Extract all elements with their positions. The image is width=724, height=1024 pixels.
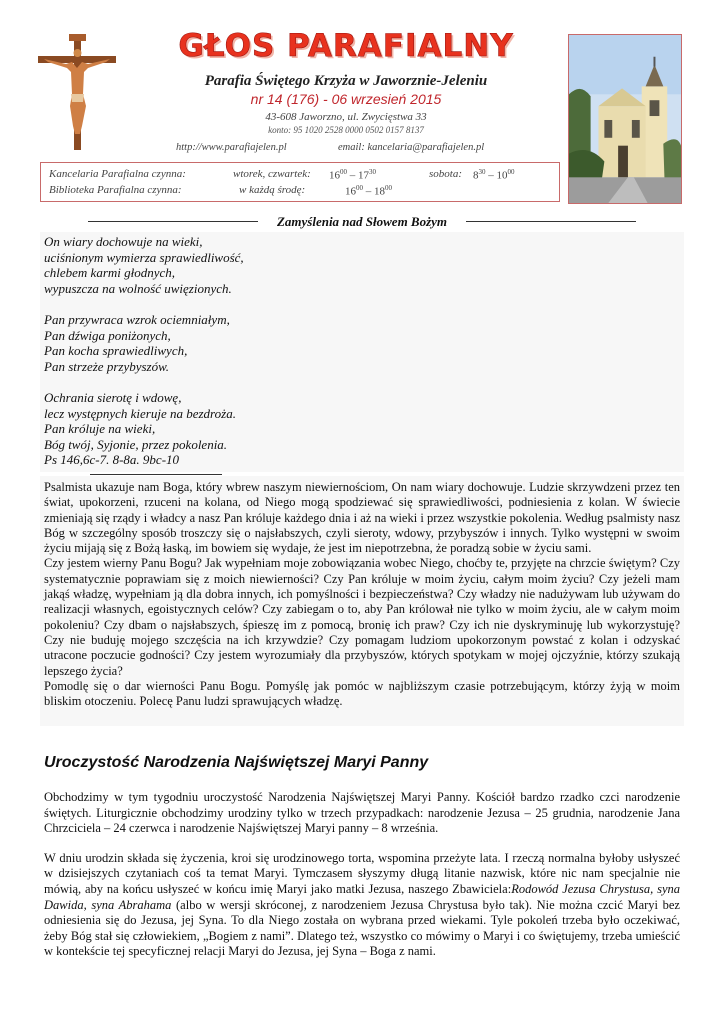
psalm-line: Pan przywraca wzrok ociemniałym, (44, 311, 230, 327)
psalm-line: Pan króluje na wieki, (44, 421, 156, 437)
library-hours-row (49, 184, 559, 200)
reflection-text (44, 480, 680, 709)
saturday-time: $8^{30} - 10^{00}$ (473, 168, 515, 182)
psalm-stanza (44, 312, 244, 374)
article-paragraph (44, 851, 680, 960)
psalm-line: uciśnionym wymierza sprawiedliwość, (44, 249, 244, 265)
crucifix-image (36, 34, 118, 152)
psalm-line: Pan kocha sprawiedliwych, (44, 343, 188, 359)
psalm-line: Pan strzeże przybyszów. (44, 358, 170, 374)
psalm-line: Pan dźwiga poniżonych, (44, 327, 171, 343)
saturday-label: sobota: (429, 168, 462, 180)
reflection-paragraph: Czy jestem wierny Panu Bogu? Jak wypełniam moje zobowiązania wobec Niego, choćby te, przyjęte na chrzcie świętym? Czy systematycznie poprawiam się z moich niewierności? Czy Pan króluje w moim życiu, całym moim życiu? Czy jeżeli mam jakąś władzę, wypełniam ją dla dobra innych, ich pomyślności i bezpieczeństwa? Czy władzy nie nadużywam lub używam do realizacji własnych, egoistycznych celów? Czy zabiegam o to, aby Pan królował nie tylko w moim życiu, ale w całym moim pokoleniu? Czy dbam o najsłabszych, śpieszę im z pomocą, bronię ich praw? Czy ich nie dyskryminuję lub wykorzystuję? Czy nie buduję mojego szczęścia na ich krzywdzie? Czy pomagam ludziom upokorzonym powstać z kolan i odzyskać utracone poczucie godności? Czy jestem wyrozumiały dla przybyszów, których spotykam w mojej ojczyźnie, którzy szukają lepszego życia? (44, 556, 680, 678)
heading-rule-right (466, 221, 636, 222)
website-link[interactable]: http://www.parafiajelen.pl (176, 142, 287, 153)
article-body (44, 790, 680, 974)
psalm-stanza (44, 390, 244, 468)
psalm-line: lecz występnych kieruje na bezdroża. (44, 405, 236, 421)
article-paragraph: Obchodzimy w tym tygodniu uroczystość Narodzenia Najświętszej Maryi Panny. Kościół bardzo rzadko czci narodzenie świętych. Liturgicznie obchodzimy urodziny tylko w trzech przypadkach: narodzenie Jezusa – 25 grudnia, narodzenie Jana Chrzciciela – 24 czerwca i narodzenie Najświętszej Maryi panny – 8 września. (44, 790, 680, 836)
office-time: $16^{00} - 17^{30}$ (329, 168, 376, 182)
psalm-stanza (44, 234, 244, 296)
heading-rule-left (88, 221, 258, 222)
parish-address: 43-608 Jaworzno, ul. Zwycięstwa 33 (265, 111, 427, 123)
article-quote: Rodowód Jezusa Chrystusa, syna Dawida, syna Abrahama (44, 881, 681, 912)
office-hours-row (49, 168, 559, 184)
parish-name: Parafia Świętego Krzyża w Jaworznie-Jeleniu (204, 73, 488, 89)
library-label: Biblioteka Parafialna czynna: (49, 184, 182, 196)
psalm-line: chlebem karmi głodnych, (44, 265, 176, 281)
church-photo (568, 34, 682, 204)
reflection-paragraph: Psalmista ukazuje nam Boga, który wbrew naszym niewiernościom, On nam wiary dochowuje. Ludzie skrzywdzeni przez ten świat, upokorzeni, rzuceni na kolana, od Niego mogą spodziewać się sprawiedliwości, podniesienia z kolan. W świecie zmieniają się rządy i władcy a nasz Pan króluje każdego dnia i aż na wieki i przez wszystkie pokolenia. Według psalmisty nasz Bóg w szczególny sposób troszczy się o najsłabszych, czyli sieroty, wdowy, przybyszów i innych. Tylko występni w swoim życiu mijają się z Bożą łaską, im bowiem się wydaje, że jest im niepotrzebna, że poradzą sobie w życiu sami. (44, 480, 680, 556)
psalm-line: Ochrania sierotę i wdowę, (44, 389, 182, 405)
section-heading-reflections (88, 213, 636, 229)
article-heading: Uroczystość Narodzenia Najświętszej Maryi Panny (44, 754, 429, 771)
bank-account: konto: 95 1020 2528 0000 0502 0157 8137 (268, 125, 424, 135)
psalm-divider (90, 474, 222, 475)
psalm-line: wypuszcza na wolność uwięzionych. (44, 280, 232, 296)
section-heading-label: Zamyślenia nad Słowem Bożym (271, 214, 453, 230)
issue-number: nr 14 (176) - 06 wrzesień 2015 (250, 91, 442, 107)
library-days: w każdą środę: (239, 184, 306, 196)
email-link[interactable]: email: kancelaria@parafiajelen.pl (338, 142, 485, 153)
psalm-line: Bóg twój, Syjonie, przez pokolenia. (44, 436, 228, 452)
reflection-paragraph: Pomodlę się o dar wierności Panu Bogu. Pomyślę jak pomóc w najbliższym czasie potrzebującym, którzy żyją w moim bliskim otoczeniu. Polecę Panu ludzi sprawujących władzę. (44, 678, 680, 709)
opening-hours-box (40, 162, 560, 202)
psalm-reference: Ps 146,6c-7. 8-8a. 9bc-10 (44, 452, 180, 468)
library-time: $16^{00} - 18^{00}$ (345, 184, 392, 198)
psalm-line: On wiary dochowuje na wieki, (44, 234, 203, 249)
article-text: W dniu urodzin składa się życzenia, kroi się urodzinowego torta, wspomina przeżyte lata. I rzeczą normalna byłoby usłyszeć w dzisiejszych czytaniach coś ta temat Maryi. Tymczasem słyszymy długą litanie nazwisk, które nic nam specjalnie nie mówią, aby na końcu usłyszeć w końcu imię Maryi jako matki Jezusa, naszego Zbawiciela: (44, 850, 680, 896)
office-label: Kancelaria Parafialna czynna: (49, 168, 186, 180)
psalm-text (44, 234, 244, 484)
article-text: (albo w wersji skróconej, z narodzeniem Jezusa Chrystusa było tak). Nie można czcić Maryi bez odniesienia się do Jezusa, jej Syna. To dla Niego została on wybrana przed wiekami. Tyle pokoleń trzeba było oczekiwać, żeby Bóg stał się człowiekiem, „Bogiem z nami”. Dlatego też, wszystko co mówimy o Maryi i co świętujemy, trzeba umieścić w kontekście tej specyficznej relacji Maryi do Jezusa, jej Syna – Boga z nami. (44, 897, 680, 959)
newsletter-title: GŁOS PARAFIALNY (178, 28, 514, 64)
office-days: wtorek, czwartek: (233, 168, 311, 180)
masthead (128, 28, 564, 136)
